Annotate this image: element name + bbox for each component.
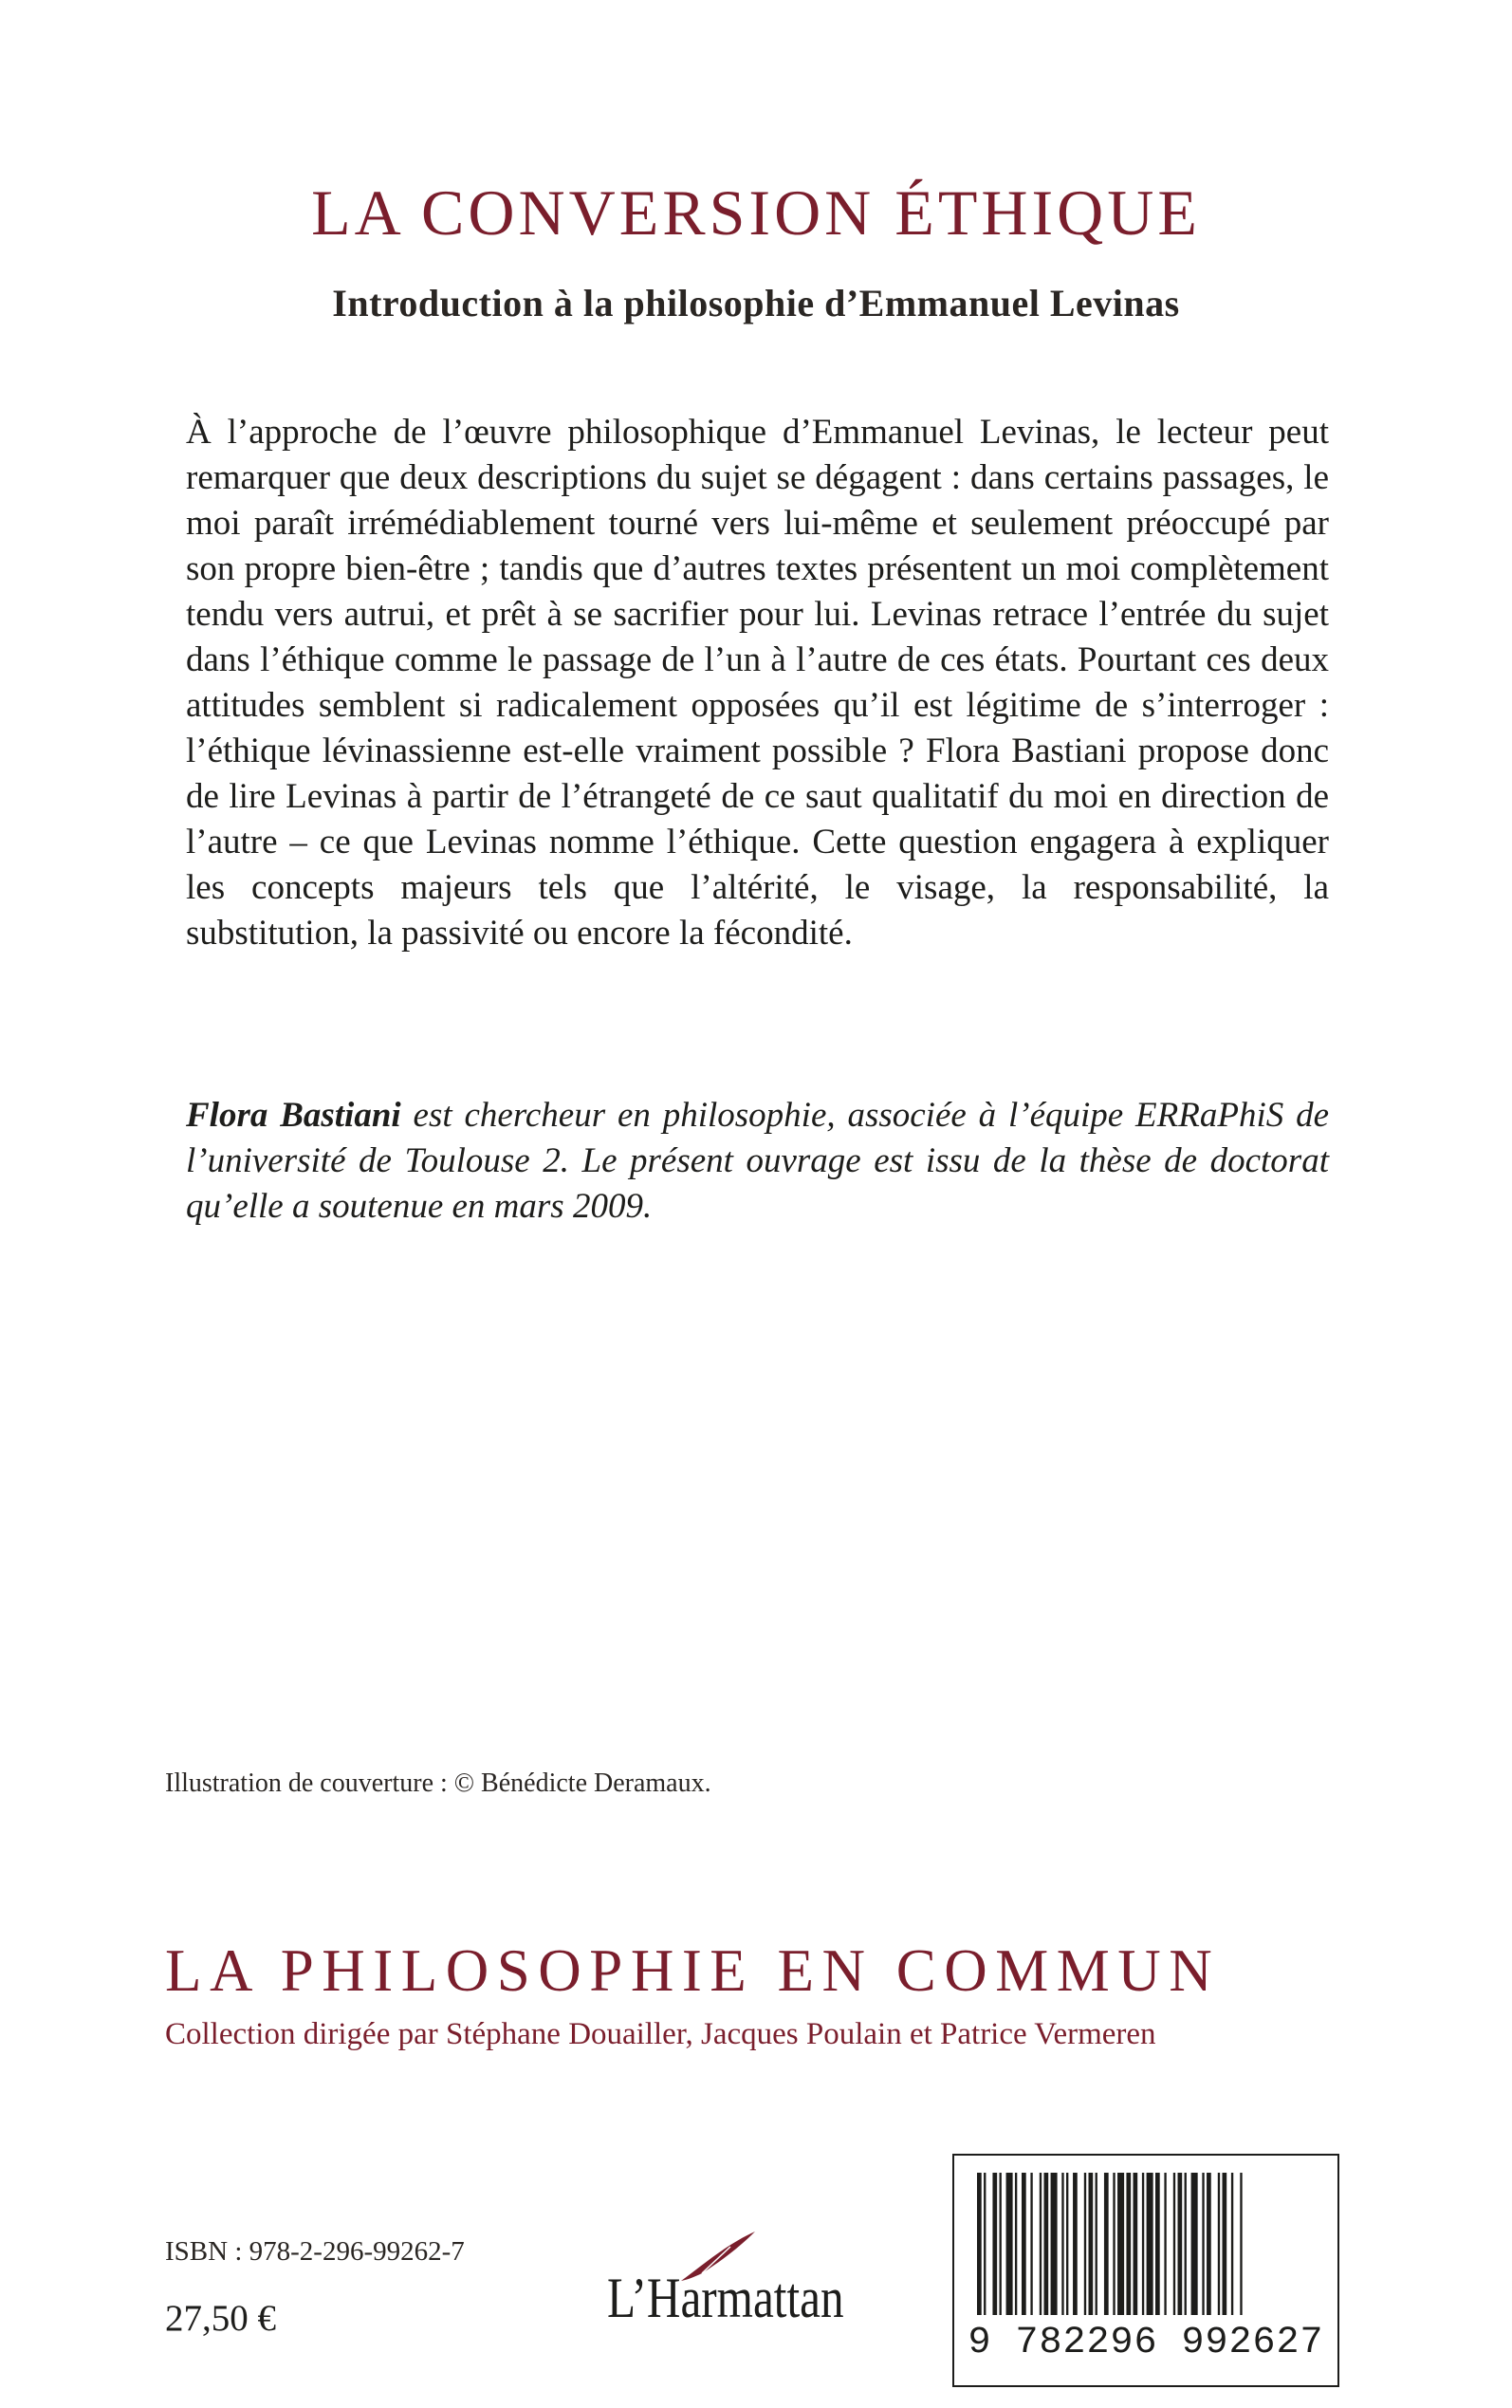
barcode-bar — [1113, 2173, 1115, 2315]
price: 27,50 € — [165, 2298, 276, 2339]
barcode-bar — [1089, 2173, 1094, 2315]
author-name: Flora Bastiani — [186, 1096, 401, 1135]
barcode-bar — [1142, 2173, 1144, 2315]
collection-name: LA PHILOSOPHIE EN COMMUN — [165, 1937, 1221, 2004]
author-bio — [186, 1093, 1329, 1230]
barcode-bar — [1066, 2173, 1068, 2315]
barcode-bar — [1073, 2173, 1078, 2315]
barcode-bar — [1000, 2173, 1002, 2315]
author-bio-text: est chercheur en philosophie, associée à l’équipe ERRaPhiS de l’université de Toulouse 2. Le présent ouvrage est issu de la thèse de doctorat qu’elle a soutenue en mars 2009. — [186, 1096, 1329, 1226]
cover-credit: Illustration de couverture : © Bénédicte Deramaux. — [165, 1769, 711, 1798]
barcode-bar — [977, 2173, 982, 2315]
book-summary: À l’approche de l’œuvre philosophique d’Emmanuel Levinas, le lecteur peut remarquer que deux descriptions du sujet se dégagent : dans certains passages, le moi paraît irrémédiablement tourné vers lui-même et seulement préoccupé par son propre bien-être ; tandis que d’autres textes présentent un moi complètement tendu vers autrui, et prêt à se sacrifier pour lui. Levinas retrace l’entrée du sujet dans l’éthique comme le passage de l’un à l’autre de ces états. Pourtant ces deux attitudes semblent si radicalement opposées qu’il est légitime de s’interroger : l’éthique lévinassienne est-elle vraiment possible ? Flora Bastiani propose donc de lire Levinas à partir de l’étrangeté de ce saut qualitatif du moi en direction de l’autre – ce que Levinas nomme l’éthique. Cette question engagera à expliquer les concepts majeurs tels que l’altérité, le visage, la responsabilité, la substitution, la passivité ou encore la fécondité. — [186, 413, 1329, 953]
barcode-bar — [1006, 2173, 1013, 2315]
publisher-name: L’Harmattan — [607, 2267, 844, 2329]
barcode — [952, 2154, 1339, 2387]
barcode-bar — [1030, 2173, 1032, 2315]
barcode-bar — [1126, 2173, 1131, 2315]
barcode-bar — [1134, 2173, 1138, 2315]
book-title: LA CONVERSION ÉTHIQUE — [311, 176, 1201, 249]
barcode-bar — [1223, 2173, 1227, 2315]
barcode-bar — [1117, 2173, 1124, 2315]
isbn: ISBN : 978-2-296-99262-7 — [165, 2236, 465, 2267]
collection-directors: Collection dirigée par Stéphane Douailler, Jacques Poulain et Patrice Vermeren — [165, 2017, 1156, 2051]
barcode-bar — [1096, 2173, 1097, 2315]
publisher-logo — [607, 2228, 920, 2342]
barcode-bar — [1207, 2173, 1211, 2315]
barcode-bar — [1040, 2173, 1042, 2315]
barcode-digits: 9 782296 992627 — [968, 2322, 1324, 2364]
barcode-bar — [1051, 2173, 1058, 2315]
barcode-bar — [1218, 2173, 1220, 2315]
barcode-bar — [1164, 2173, 1166, 2315]
barcode-bar — [1231, 2173, 1233, 2315]
barcode-bar — [1185, 2173, 1187, 2315]
barcode-bar — [1104, 2173, 1109, 2315]
barcode-bar — [1202, 2173, 1204, 2315]
barcode-bar — [1084, 2173, 1086, 2315]
barcode-bar — [984, 2173, 986, 2315]
barcode-bar — [1240, 2173, 1242, 2315]
barcode-bar — [1147, 2173, 1153, 2315]
barcode-bars — [975, 2173, 1317, 2325]
book-subtitle: Introduction à la philosophie d’Emmanuel Levinas — [332, 282, 1180, 324]
barcode-bar — [992, 2173, 997, 2315]
barcode-bar — [1015, 2173, 1017, 2315]
barcode-bar — [1044, 2173, 1049, 2315]
barcode-bar — [1061, 2173, 1063, 2315]
barcode-bar — [1155, 2173, 1160, 2315]
barcode-bar — [1173, 2173, 1175, 2315]
barcode-bar — [1022, 2173, 1026, 2315]
barcode-bar — [1191, 2173, 1198, 2315]
barcode-bar — [1178, 2173, 1183, 2315]
